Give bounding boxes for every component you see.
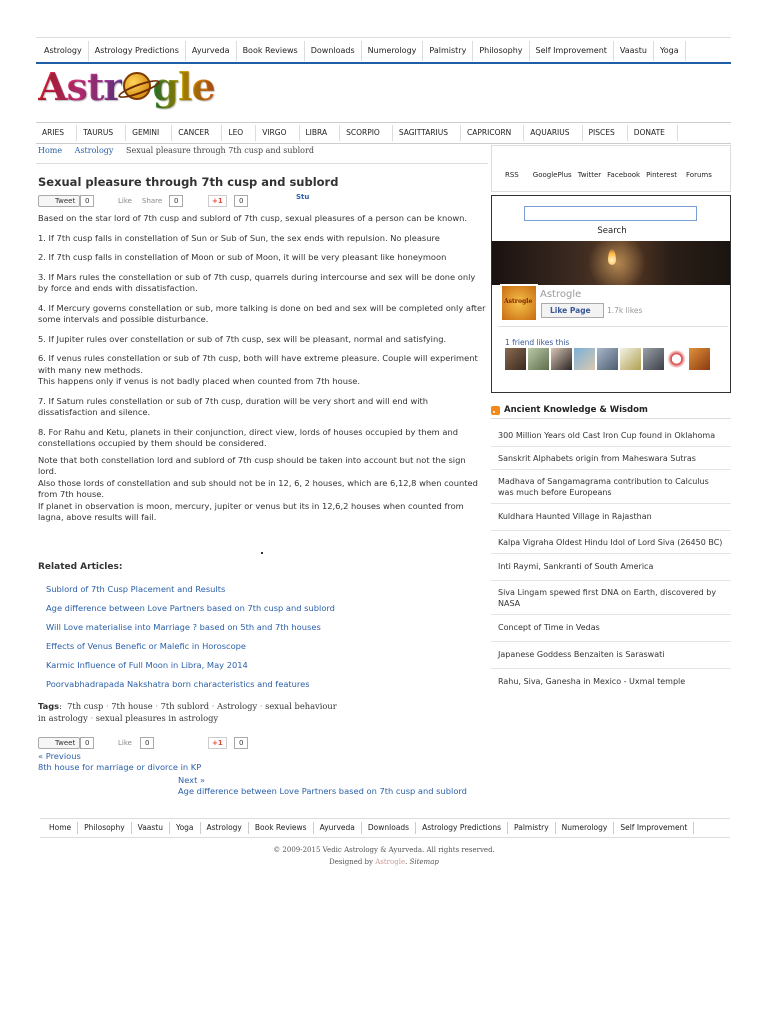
article-paragraph: 3. If Mars rules the constellation or sub of 7th cusp, quarrels during intercourse and sex will be done only by force and ends with dissatisfaction.	[38, 271, 476, 293]
zodiac-nav-sagittarius[interactable]: SAGITTARIUS	[393, 125, 461, 141]
designed-suffix: .	[405, 858, 410, 866]
friend-avatar[interactable]	[689, 348, 710, 370]
share-bar	[38, 194, 368, 208]
fb-share-label[interactable]: Share	[142, 197, 163, 205]
tweet-button[interactable]	[38, 737, 80, 749]
sitemap-link[interactable]: Sitemap	[409, 858, 439, 866]
tweet-label: Tweet	[55, 739, 76, 747]
footer-nav-philosophy[interactable]: Philosophy	[78, 822, 131, 834]
feed-item[interactable]: Sanskrit Alphabets origin from Maheswara Sutras	[491, 447, 731, 470]
article-paragraph: 1. If 7th cusp falls in constellation of Sun or Sub of Sun, the sex ends with repulsion. No pleasure	[38, 232, 440, 243]
previous-post-link[interactable]: 8th house for marriage or divorce in KP	[38, 762, 202, 772]
rss-icon	[491, 406, 500, 415]
tweet-label: Tweet	[55, 197, 76, 205]
article-paragraph: If planet in observation is moon, mercury, jupiter or venus but its in 12,6,2 houses when counted from lagna, above results will fail.	[38, 500, 464, 522]
feed-item[interactable]: 300 Million Years old Cast Iron Cup found in Oklahoma	[491, 424, 731, 447]
article-paragraph: 5. If Jupiter rules over constellation or sub of 7th cusp, sex will be pleasant, normal and satisfying.	[38, 333, 447, 344]
related-article-link[interactable]: Effects of Venus Benefic or Malefic in Horoscope	[46, 641, 247, 651]
zodiac-nav-capricorn[interactable]: CAPRICORN	[461, 125, 524, 141]
fb-like-count: 0	[169, 195, 183, 207]
footer-nav-astrology-predictions[interactable]: Astrology Predictions	[416, 822, 508, 834]
breadcrumb-divider	[36, 163, 488, 164]
previous-label[interactable]: « Previous	[38, 751, 81, 761]
related-articles-heading: Related Articles:	[38, 562, 123, 572]
friend-avatar[interactable]	[574, 348, 595, 370]
related-article-link[interactable]: Sublord of 7th Cusp Placement and Results	[46, 584, 226, 594]
designed-prefix: Designed by	[329, 858, 376, 866]
related-article-link[interactable]: Will Love materialise into Marriage ? based on 5th and 7th houses	[46, 622, 321, 632]
logo-text-start: Astr	[38, 63, 123, 109]
facebook-friend-text[interactable]: 1 friend likes this	[505, 338, 570, 347]
designed-by	[0, 858, 768, 866]
feed-item[interactable]: Japanese Goddess Benzaiten is Saraswati	[491, 642, 731, 669]
top-nav-philosophy[interactable]: Philosophy	[473, 41, 529, 61]
top-nav	[36, 37, 731, 63]
related-article-link[interactable]: Poorvabhadrapada Nakshatra born characteristics and features	[46, 679, 310, 689]
feed-item[interactable]: Madhava of Sangamagrama contribution to Calculus was much before Europeans	[491, 470, 731, 504]
article-paragraph: 7. If Saturn rules constellation or sub of 7th cusp, duration will be very short and will end with dissatisfaction and silence.	[38, 395, 429, 417]
fb-like-label[interactable]: Like	[118, 197, 132, 205]
feed-item[interactable]: Siva Lingam spewed first DNA on Earth, discovered by NASA	[491, 581, 731, 615]
footer-nav-book-reviews[interactable]: Book Reviews	[249, 822, 314, 834]
social-link-pinterest[interactable]: Pinterest	[646, 171, 678, 179]
zodiac-nav-leo[interactable]: LEO	[222, 125, 256, 141]
search-input[interactable]	[524, 206, 697, 221]
feed-item[interactable]: Kuldhara Haunted Village in Rajasthan	[491, 504, 731, 531]
previous-post	[38, 751, 201, 773]
tweet-button[interactable]	[38, 195, 80, 207]
social-link-forums[interactable]: Forums	[686, 171, 712, 179]
feed-item[interactable]: Rahu, Siva, Ganesha in Mexico - Uxmal temple	[498, 677, 686, 686]
feed-heading	[491, 405, 648, 415]
copyright: © 2009-2015 Vedic Astrology & Ayurveda. All rights reserved.	[273, 846, 495, 854]
footer-nav-astrology[interactable]: Astrology	[201, 822, 249, 834]
article-paragraph: 8. For Rahu and Ketu, planets in their conjunction, direct view, lords of houses occupied by them and constellations occupied by them should be considered.	[38, 426, 459, 448]
article-paragraph: Also those lords of constellation and sub should not be in 12, 6, 2 houses, which are 6,12,8 when counted from 7th house.	[38, 477, 478, 499]
feed-item[interactable]: Concept of Time in Vedas	[491, 615, 731, 642]
facebook-page-avatar[interactable]	[500, 284, 538, 322]
tag-link[interactable]: 7th house	[111, 701, 153, 711]
search-button[interactable]: Search	[597, 226, 627, 236]
zodiac-nav-gemini[interactable]: GEMINI	[126, 125, 172, 141]
breadcrumb-category[interactable]: Astrology	[74, 146, 114, 155]
logo-text-end: gle	[152, 63, 215, 109]
next-post-link[interactable]: Age difference between Love Partners based on 7th cusp and sublord	[178, 786, 467, 796]
zodiac-nav-libra[interactable]: LIBRA	[300, 125, 341, 141]
separator-dot	[261, 552, 263, 554]
zodiac-nav-virgo[interactable]: VIRGO	[256, 125, 299, 141]
planet-icon	[123, 72, 151, 100]
gplus-button[interactable]	[208, 195, 227, 207]
feed-divider	[491, 418, 731, 419]
footer-nav	[40, 818, 730, 838]
footer-nav-ayurveda[interactable]: Ayurveda	[314, 822, 362, 834]
tag-link[interactable]: 7th sublord	[160, 701, 210, 711]
next-post	[178, 775, 467, 797]
feed-item[interactable]: Inti Raymi, Sankranti of South America	[491, 554, 731, 581]
related-article-link[interactable]: Karmic Influence of Full Moon in Libra, May 2014	[46, 660, 248, 670]
footer-nav-self-improvement[interactable]: Self Improvement	[614, 822, 694, 834]
stumble-button[interactable]: Stu	[296, 193, 310, 201]
related-article-link[interactable]: Age difference between Love Partners based on 7th cusp and sublord	[46, 603, 335, 613]
friend-avatar[interactable]	[643, 348, 664, 370]
article-paragraph: This happens only if venus is not badly placed when counted from 7th house.	[38, 376, 361, 386]
top-nav-astrology[interactable]: Astrology	[36, 41, 89, 61]
zodiac-nav-taurus[interactable]: TAURUS	[77, 125, 126, 141]
top-nav-astrology-predictions[interactable]: Astrology Predictions	[89, 41, 186, 61]
candle-glow	[582, 241, 652, 285]
candle-flame-icon	[608, 249, 616, 265]
footer-nav-yoga[interactable]: Yoga	[170, 822, 201, 834]
tag-link[interactable]: sexual pleasures in astrology	[95, 713, 219, 723]
tag-link[interactable]: 7th cusp	[67, 701, 104, 711]
footer-nav-vaastu[interactable]: Vaastu	[132, 822, 170, 834]
gplus-label: +1	[212, 739, 223, 747]
friend-avatar[interactable]	[620, 348, 641, 370]
tag-link[interactable]: sexual behaviour in astrology	[38, 701, 337, 723]
zodiac-nav-cancer[interactable]: CANCER	[172, 125, 222, 141]
tweet-count: 0	[80, 195, 94, 207]
fb-like-count: 0	[140, 737, 154, 749]
zodiac-nav-donate[interactable]: DONATE	[628, 125, 678, 141]
facebook-faces	[505, 348, 710, 370]
friend-avatar[interactable]	[505, 348, 526, 370]
breadcrumb	[38, 146, 314, 155]
article-paragraph: 2. If 7th cusp falls in constellation of Moon or sub of Moon, it will be very pleasant like honeymoon	[38, 252, 447, 262]
facebook-like-count: 1.7k likes	[607, 306, 643, 315]
article-paragraph: 4. If Mercury governs constellation or sub, more talking is done on bed and sex will be completed only after some intervals and possible disturbance.	[38, 302, 486, 324]
zodiac-nav-pisces[interactable]: PISCES	[583, 125, 628, 141]
footer-nav-home[interactable]: Home	[40, 822, 78, 834]
top-nav-ayurveda[interactable]: Ayurveda	[186, 41, 237, 61]
share-bar-bottom	[38, 736, 338, 750]
related-articles-list	[46, 584, 486, 698]
facebook-cover-image	[492, 241, 730, 285]
tags-label: Tags	[38, 701, 60, 711]
site-logo[interactable]	[38, 64, 215, 108]
article-paragraph: Note that both constellation lord and sublord of 7th cusp should be taken into account but not the sign lord.	[38, 454, 466, 476]
gplus-button[interactable]	[208, 737, 227, 749]
article-paragraph: Based on the star lord of 7th cusp and sublord of 7th cusp, sexual pleasures of a person can be known.	[38, 213, 468, 223]
top-nav-book-reviews[interactable]: Book Reviews	[237, 41, 305, 61]
top-nav-vaastu[interactable]: Vaastu	[614, 41, 654, 61]
top-nav-numerology[interactable]: Numerology	[362, 41, 424, 61]
social-link-twitter[interactable]: Twitter	[577, 171, 602, 179]
facebook-like-page-button[interactable]: Like Page	[541, 303, 604, 318]
top-nav-self-improvement[interactable]: Self Improvement	[530, 41, 614, 61]
friend-avatar[interactable]	[666, 348, 687, 370]
article-paragraph: 6. If venus rules constellation or sub of 7th cusp, both will have extreme pleasure. Couple will experiment with many new methods.	[38, 353, 478, 375]
breadcrumb-current: Sexual pleasure through 7th cusp and sublord	[125, 146, 314, 155]
social-links	[505, 171, 718, 179]
tags: Tags: 7th cusp · 7th house · 7th sublord · Astrology · sexual behaviour in astrology · sexual pleasures in astrology	[38, 701, 337, 723]
social-link-rss[interactable]: RSS	[505, 171, 519, 179]
top-nav-downloads[interactable]: Downloads	[305, 41, 362, 61]
gplus-count: 0	[234, 195, 248, 207]
social-links-box	[491, 145, 731, 192]
article-title: Sexual pleasure through 7th cusp and sublord	[38, 175, 339, 189]
breadcrumb-home[interactable]: Home	[38, 146, 63, 155]
footer-nav-palmistry[interactable]: Palmistry	[508, 822, 556, 834]
social-link-googleplus[interactable]: GooglePlus	[532, 171, 572, 179]
friend-avatar[interactable]	[597, 348, 618, 370]
footer-nav-downloads[interactable]: Downloads	[362, 822, 416, 834]
gplus-count: 0	[234, 737, 248, 749]
next-label[interactable]: Next »	[178, 775, 206, 785]
zodiac-nav-aquarius[interactable]: AQUARIUS	[524, 125, 582, 141]
tag-link[interactable]: Astrology	[216, 701, 258, 711]
zodiac-nav	[36, 122, 731, 144]
friend-avatar[interactable]	[528, 348, 549, 370]
facebook-page-name[interactable]: Astrogle	[540, 289, 582, 300]
feed-list	[491, 424, 731, 692]
top-nav-yoga[interactable]: Yoga	[654, 41, 686, 61]
tweet-count: 0	[80, 737, 94, 749]
article-body	[38, 213, 486, 524]
fb-like-label[interactable]: Like	[118, 739, 132, 747]
facebook-divider	[498, 326, 728, 327]
top-nav-palmistry[interactable]: Palmistry	[423, 41, 473, 61]
zodiac-nav-aries[interactable]: ARIES	[36, 125, 77, 141]
footer-nav-numerology[interactable]: Numerology	[556, 822, 615, 834]
social-link-facebook[interactable]: Facebook	[607, 171, 641, 179]
friend-avatar[interactable]	[551, 348, 572, 370]
feed-title[interactable]: Ancient Knowledge & Wisdom	[504, 405, 648, 415]
zodiac-nav-scorpio[interactable]: SCORPIO	[340, 125, 393, 141]
designed-by-link[interactable]: Astrogle	[375, 858, 406, 866]
feed-item[interactable]: Kalpa Vigraha Oldest Hindu Idol of Lord Siva (26450 BC)	[491, 531, 731, 554]
gplus-label: +1	[212, 197, 223, 205]
